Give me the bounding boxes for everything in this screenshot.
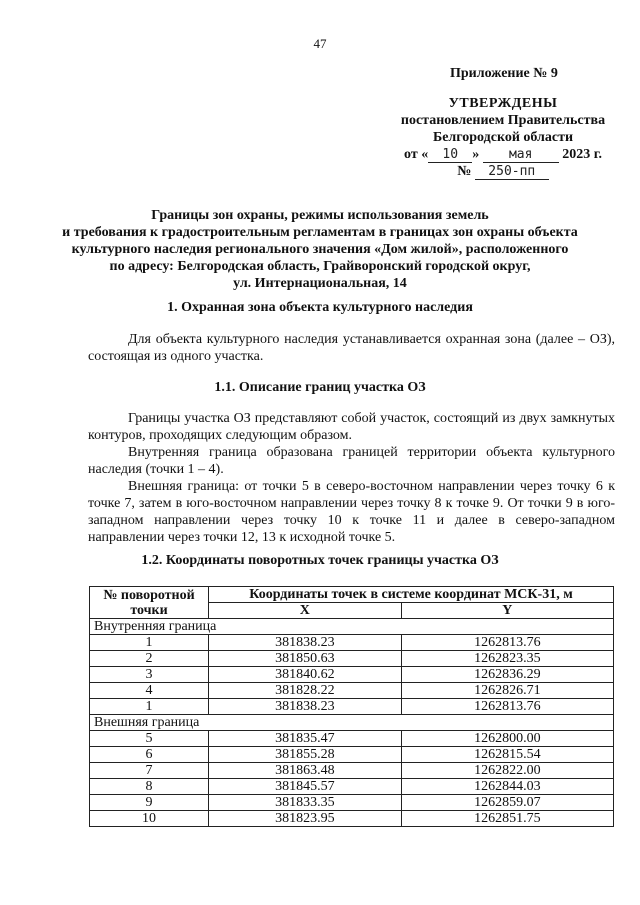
handwritten-month: мая (483, 148, 559, 163)
table-row: 3 381840.62 1262836.29 (90, 667, 614, 683)
coordinates-table (89, 586, 614, 827)
appendix-label: Приложение № 9 (450, 66, 558, 81)
document-title (60, 207, 580, 292)
group-outer-boundary: Внешняя граница (90, 715, 614, 731)
number-prefix: № (457, 164, 472, 179)
table-row: 2 381850.63 1262823.35 (90, 651, 614, 667)
group-inner-boundary: Внутренняя граница (90, 619, 614, 635)
title-line: ул. Интернациональная, 14 (233, 276, 407, 291)
column-header-coords: Координаты точек в системе координат МСК-31, м (209, 587, 614, 603)
section-1-1-heading: 1.1. Описание границ участка ОЗ (214, 380, 426, 395)
handwritten-day: 10 (428, 148, 472, 163)
approval-title: УТВЕРЖДЕНЫ (448, 96, 558, 111)
paragraph-inner-boundary: Внутренняя граница образована границей территории объекта культурного наследия (точки 1 – 4). (88, 445, 615, 477)
section-1-paragraph: Для объекта культурного наследия устанавливается охранная зона (далее – ОЗ), состоящая из одного участка. (88, 332, 615, 364)
paragraph-contours: Границы участка ОЗ представляют собой участок, состоящий из двух замкнутых контуров, проходящих следующим образом. (88, 411, 615, 443)
title-line: Границы зон охраны, режимы использования земель (151, 208, 489, 223)
section-1-text (88, 331, 615, 365)
table-row: 7 381863.48 1262822.00 (90, 763, 614, 779)
column-header-point: № поворотной точки (90, 587, 209, 619)
section-1-1-text (88, 410, 615, 546)
date-prefix: от « (404, 147, 429, 162)
table-row: 6 381855.28 1262815.54 (90, 747, 614, 763)
table-row: 10 381823.95 1262851.75 (90, 811, 614, 827)
approval-line-2: Белгородской области (432, 130, 574, 145)
approval-line-1: постановлением Правительства (400, 113, 606, 128)
column-header-y: Y (401, 603, 613, 619)
handwritten-number: 250-пп (475, 165, 549, 180)
date-year: 2023 г. (562, 147, 602, 162)
table-row: 1 381838.23 1262813.76 (90, 635, 614, 651)
table-row: 1 381838.23 1262813.76 (90, 699, 614, 715)
approval-date (388, 146, 618, 163)
table-row: 8 381845.57 1262844.03 (90, 779, 614, 795)
approval-number (388, 163, 618, 180)
section-1-heading: 1. Охранная зона объекта культурного наследия (167, 300, 473, 315)
approval-block (388, 95, 618, 180)
table-row: 9 381833.35 1262859.07 (90, 795, 614, 811)
date-mid: » (472, 147, 480, 162)
table-row: 4 381828.22 1262826.71 (90, 683, 614, 699)
title-line: культурного наследия регионального значения «Дом жилой», расположенного (71, 242, 569, 257)
title-line: и требования к градостроительным регламентам в границах зон охраны объекта (62, 225, 578, 240)
column-header-x: X (209, 603, 402, 619)
page-number: 47 (313, 36, 327, 51)
paragraph-outer-boundary: Внешняя граница: от точки 5 в северо-восточном направлении через точку 6 к точке 7, затем в юго-восточном направлении через точку 8 к точке 9. От точки 9 в юго-западном направлении через точку 10 к точке 11 и далее в северо-западном направлении через точки 12, 13 к исходной точке 5. (88, 479, 615, 545)
title-line: по адресу: Белгородская область, Грайворонский городской округ, (109, 259, 531, 274)
table-row: 5 381835.47 1262800.00 (90, 731, 614, 747)
section-1-2-heading: 1.2. Координаты поворотных точек границы участка ОЗ (141, 553, 499, 568)
